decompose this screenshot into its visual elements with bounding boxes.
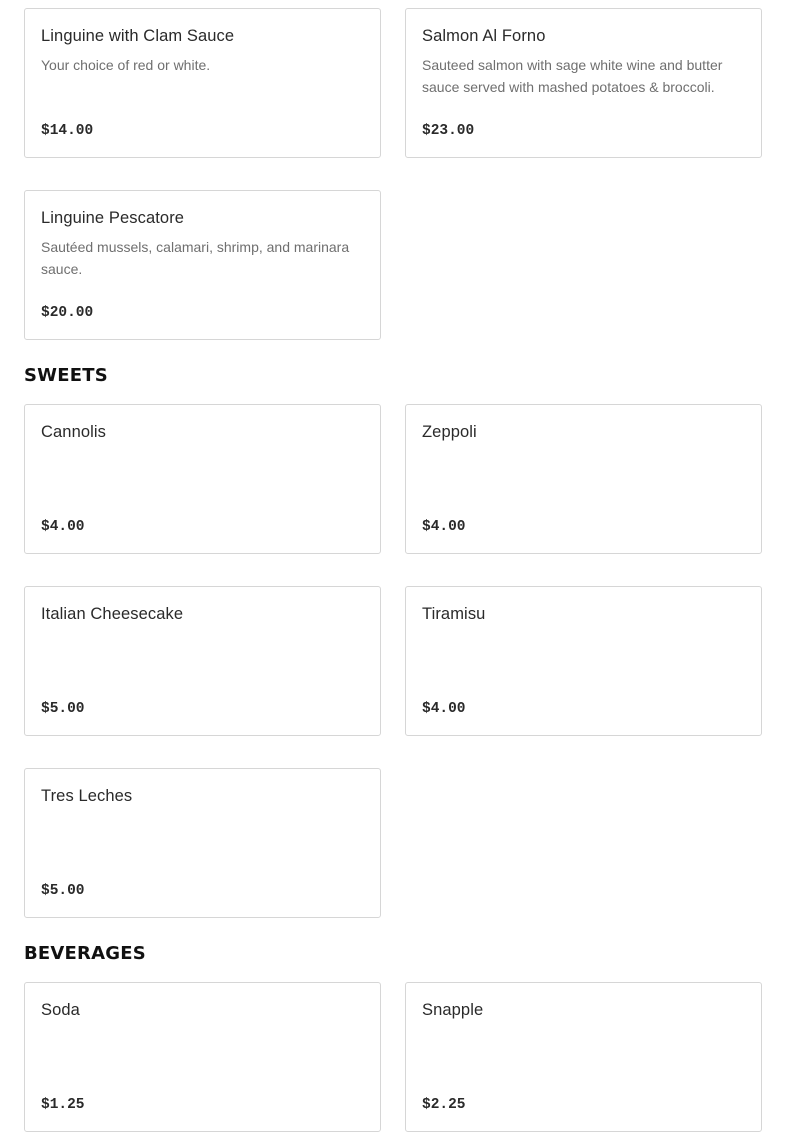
menu-item-price: $4.00 (422, 519, 466, 535)
menu-item-name: Linguine Pescatore (41, 209, 185, 227)
menu-item-price: $4.00 (41, 519, 85, 535)
menu-item-name: Linguine with Clam Sauce (41, 27, 235, 45)
menu-item-price: $2.25 (422, 1097, 466, 1113)
menu-item-card[interactable] (405, 8, 762, 158)
section-heading-sweets: SWEETS (24, 365, 108, 386)
menu-item-description: Sauteed salmon with sage white wine and butter sauce served with mashed potatoes & broccoli. (422, 57, 723, 95)
menu-item-card[interactable] (24, 8, 381, 158)
menu-item-price: $4.00 (422, 701, 466, 717)
menu-item-price: $1.25 (41, 1097, 85, 1113)
menu-item-name: Tres Leches (41, 787, 133, 805)
menu-item-name: Tiramisu (422, 605, 486, 623)
menu-item-name: Italian Cheesecake (41, 605, 184, 623)
menu-item-name: Soda (41, 1001, 80, 1019)
menu-item-card[interactable] (24, 586, 381, 736)
menu-item-card[interactable] (405, 982, 762, 1132)
menu-item-name: Cannolis (41, 423, 107, 441)
menu-item-price: $5.00 (41, 701, 85, 717)
menu-item-price: $20.00 (41, 305, 94, 321)
menu-item-card[interactable] (24, 768, 381, 918)
menu-item-price: $5.00 (41, 883, 85, 899)
menu-item-name: Snapple (422, 1001, 484, 1019)
section-heading-beverages: BEVERAGES (24, 943, 146, 964)
menu-item-description: Sautéed mussels, calamari, shrimp, and marinara sauce. (41, 239, 350, 277)
menu-item-card[interactable] (24, 190, 381, 340)
menu-item-name: Zeppoli (422, 423, 477, 441)
menu-item-card[interactable] (405, 404, 762, 554)
menu-item-card[interactable] (24, 982, 381, 1132)
menu-item-description: Your choice of red or white. (41, 57, 211, 73)
menu-item-card[interactable] (24, 404, 381, 554)
menu-item-price: $23.00 (422, 123, 475, 139)
menu-item-card[interactable] (405, 586, 762, 736)
menu-item-price: $14.00 (41, 123, 94, 139)
menu-item-name: Salmon Al Forno (422, 27, 546, 45)
